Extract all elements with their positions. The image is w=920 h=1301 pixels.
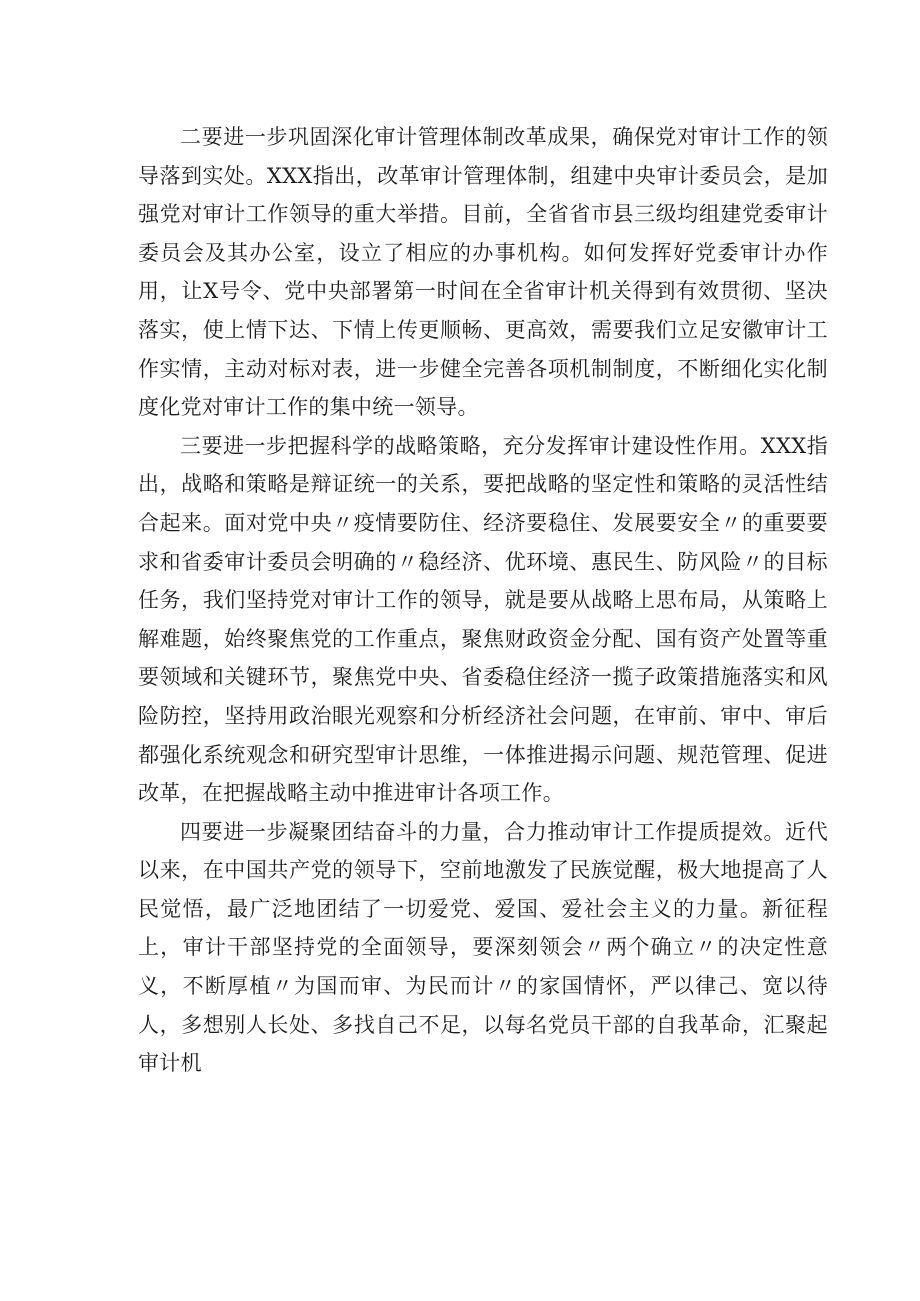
paragraph-4: 四要进一步凝聚团结奋斗的力量，合力推动审计工作提质提效。近代以来，在中国共产党的领导下，空前地激发了民族觉醒，极大地提高了人民觉悟，最广泛地团结了一切爱党、爱国、爱社会主义的力量。新征程上，审计干部坚持党的全面领导，要深刻领会〃两个确立〃的决定性意义，不断厚植〃为国而审、为民而计〃的家国情怀，严以律己、宽以待人，多想别人长处、多找自己不足，以每名党员干部的自我革命，汇聚起审计机 <box>138 819 828 1076</box>
paragraph-3: 三要进一步把握科学的战略策略，充分发挥审计建设性作用。XXX指出，战略和策略是辩证统一的关系，要把战略的坚定性和策略的灵活性结合起来。面对党中央〃疫情要防住、经济要稳住、发展要安全〃的重要要求和省委审计委员会明确的〃稳经济、优环境、惠民生、防风险〃的目标任务，我们坚持党对审计工作的领导，就是要从战略上思布局，从策略上解难题，始终聚焦党的工作重点，聚焦财政资金分配、国有资产处置等重要领域和关键环节，聚焦党中央、省委稳住经济一揽子政策措施落实和风险防控，坚持用政治眼光观察和分析经济社会问题，在审前、审中、审后都强化系统观念和研究型审计思维，一体推进揭示问题、规范管理、促进改革，在把握战略主动中推进审计各项工作。 <box>138 433 828 806</box>
document-body <box>138 118 828 1083</box>
paragraph-2: 二要进一步巩固深化审计管理体制改革成果，确保党对审计工作的领导落到实处。XXX指出，改革审计管理体制，组建中央审计委员会，是加强党对审计工作领导的重大举措。目前，全省省市县三级均组建党委审计委员会及其办公室，设立了相应的办事机构。如何发挥好党委审计办作用，让X号令、党中央部署第一时间在全省审计机关得到有效贯彻、坚决落实，使上情下达、下情上传更顺畅、更高效，需要我们立足安徽审计工作实情，主动对标对表，进一步健全完善各项机制制度，不断细化实化制度化党对审计工作的集中统一领导。 <box>138 125 828 420</box>
